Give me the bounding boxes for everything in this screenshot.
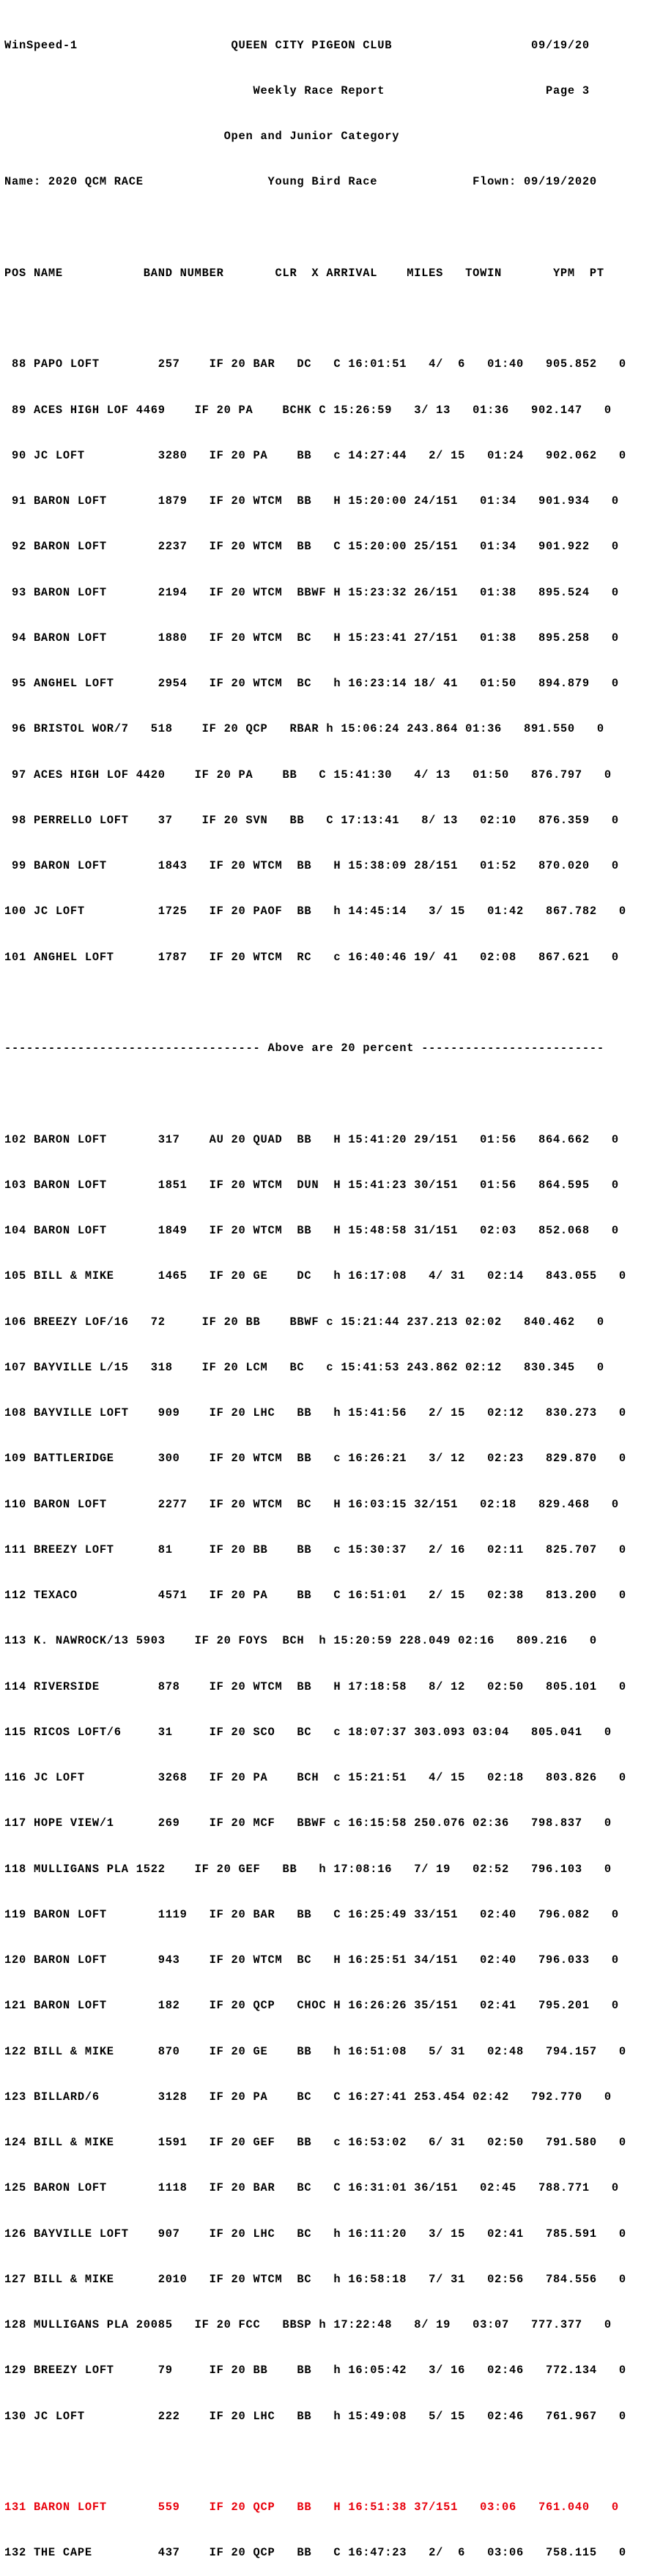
result-row: 120 BARON LOFT 943 IF 20 WTCM BC H 16:25:51 34/151 02:40 796.033 0 xyxy=(4,1953,619,1967)
result-row: 96 BRISTOL WOR/7 518 IF 20 QCP RBAR h 15:06:24 243.864 01:36 891.550 0 xyxy=(4,722,604,736)
result-row: 117 HOPE VIEW/1 269 IF 20 MCF BBWF c 16:15:58 250.076 02:36 798.837 0 xyxy=(4,1816,612,1830)
result-row: 130 JC LOFT 222 IF 20 LHC BB h 15:49:08 5/ 15 02:46 761.967 0 xyxy=(4,2409,626,2423)
report-header-line-3: Open and Junior Category xyxy=(4,130,400,143)
result-row: 98 PERRELLO LOFT 37 IF 20 SVN BB C 17:13:41 8/ 13 02:10 876.359 0 xyxy=(4,813,619,827)
result-row: 100 JC LOFT 1725 IF 20 PAOF BB h 14:45:14 3/ 15 01:42 867.782 0 xyxy=(4,905,626,918)
result-row: 112 TEXACO 4571 IF 20 PA BB C 16:51:01 2/ 15 02:38 813.200 0 xyxy=(4,1589,626,1602)
result-row: 115 RICOS LOFT/6 31 IF 20 SCO BC c 18:07:37 303.093 03:04 805.041 0 xyxy=(4,1725,612,1739)
result-row: 106 BREEZY LOF/16 72 IF 20 BB BBWF c 15:21:44 237.213 02:02 840.462 0 xyxy=(4,1315,604,1329)
results-above-cutoff xyxy=(4,327,652,995)
percent-separator: ----------------------------------- Above are 20 percent ------------------------- xyxy=(4,1042,604,1055)
result-row: 124 BILL & MIKE 1591 IF 20 GEF BB c 16:53:02 6/ 31 02:50 791.580 0 xyxy=(4,2136,626,2149)
result-row: 111 BREEZY LOFT 81 IF 20 BB BB c 15:30:37 2/ 16 02:11 825.707 0 xyxy=(4,1543,626,1556)
result-row: 91 BARON LOFT 1879 IF 20 WTCM BB H 15:20:00 24/151 01:34 901.934 0 xyxy=(4,494,619,508)
result-row: 89 ACES HIGH LOF 4469 IF 20 PA BCHK C 15:26:59 3/ 13 01:36 902.147 0 xyxy=(4,403,612,417)
highlighted-result-row: 131 BARON LOFT 559 IF 20 QCP BB H 16:51:38 37/151 03:06 761.040 0 xyxy=(4,2501,619,2514)
blank-line xyxy=(4,220,652,236)
result-row: 94 BARON LOFT 1880 IF 20 WTCM BC H 15:23:41 27/151 01:38 895.258 0 xyxy=(4,631,619,645)
result-row: 107 BAYVILLE L/15 318 IF 20 LCM BC c 15:41:53 243.862 02:12 830.345 0 xyxy=(4,1360,604,1374)
result-row: 109 BATTLERIDGE 300 IF 20 WTCM BB c 16:26:21 3/ 12 02:23 829.870 0 xyxy=(4,1452,626,1466)
result-row: 102 BARON LOFT 317 AU 20 QUAD BB H 15:41:20 29/151 01:56 864.662 0 xyxy=(4,1132,619,1146)
report-header-line-1: WinSpeed-1 QUEEN CITY PIGEON CLUB 09/19/20 xyxy=(4,38,590,52)
result-row: 97 ACES HIGH LOF 4420 IF 20 PA BB C 15:41:30 4/ 13 01:50 876.797 0 xyxy=(4,768,612,782)
result-row: 126 BAYVILLE LOFT 907 IF 20 LHC BC h 16:11:20 3/ 15 02:41 785.591 0 xyxy=(4,2227,626,2241)
result-row: 116 JC LOFT 3268 IF 20 PA BCH c 15:21:51 4/ 15 02:18 803.826 0 xyxy=(4,1771,626,1784)
result-row: 121 BARON LOFT 182 IF 20 QCP CHOC H 16:26:26 35/151 02:41 795.201 0 xyxy=(4,1999,619,2013)
result-row: 129 BREEZY LOFT 79 IF 20 BB BB h 16:05:42 3/ 16 02:46 772.134 0 xyxy=(4,2364,626,2378)
result-row: 108 BAYVILLE LOFT 909 IF 20 LHC BB h 15:41:56 2/ 15 02:12 830.273 0 xyxy=(4,1406,626,1419)
result-row: 90 JC LOFT 3280 IF 20 PA BB c 14:27:44 2/ 15 01:24 902.062 0 xyxy=(4,448,626,462)
result-row: 114 RIVERSIDE 878 IF 20 WTCM BB H 17:18:58 8/ 12 02:50 805.101 0 xyxy=(4,1679,626,1693)
result-row: 122 BILL & MIKE 870 IF 20 GE BB h 16:51:08 5/ 31 02:48 794.157 0 xyxy=(4,2044,626,2058)
result-row: 128 MULLIGANS PLA 20085 IF 20 FCC BBSP h 17:22:48 8/ 19 03:07 777.377 0 xyxy=(4,2318,612,2331)
result-row: 93 BARON LOFT 2194 IF 20 WTCM BBWF H 15:23:32 26/151 01:38 895.524 0 xyxy=(4,585,619,599)
result-row: 119 BARON LOFT 1119 IF 20 BAR BB C 16:25:49 33/151 02:40 796.082 0 xyxy=(4,1907,619,1921)
result-row: 103 BARON LOFT 1851 IF 20 WTCM DUN H 15:41:23 30/151 01:56 864.595 0 xyxy=(4,1178,619,1192)
result-row: 132 THE CAPE 437 IF 20 QCP BB C 16:47:23 2/ 6 03:06 758.115 0 xyxy=(4,2546,626,2560)
column-header: POS NAME BAND NUMBER CLR X ARRIVAL MILES TOWIN YPM PT xyxy=(4,266,604,280)
result-row: 113 K. NAWROCK/13 5903 IF 20 FOYS BCH h 15:20:59 228.049 02:16 809.216 0 xyxy=(4,1634,597,1648)
report-header-line-4: Name: 2020 QCM RACE Young Bird Race Flown: 09/19/2020 xyxy=(4,175,597,189)
result-row: 110 BARON LOFT 2277 IF 20 WTCM BC H 16:03:15 32/151 02:18 829.468 0 xyxy=(4,1497,619,1511)
result-row: 101 ANGHEL LOFT 1787 IF 20 WTCM RC c 16:40:46 19/ 41 02:08 867.621 0 xyxy=(4,950,619,964)
result-row: 104 BARON LOFT 1849 IF 20 WTCM BB H 15:48:58 31/151 02:03 852.068 0 xyxy=(4,1224,619,1237)
result-row: 127 BILL & MIKE 2010 IF 20 WTCM BC h 16:58:18 7/ 31 02:56 784.556 0 xyxy=(4,2272,626,2286)
result-row: 125 BARON LOFT 1118 IF 20 BAR BC C 16:31:01 36/151 02:45 788.771 0 xyxy=(4,2181,619,2195)
result-row: 123 BILLARD/6 3128 IF 20 PA BC C 16:27:41 253.454 02:42 792.770 0 xyxy=(4,2090,612,2104)
result-row: 95 ANGHEL LOFT 2954 IF 20 WTCM BC h 16:23:14 18/ 41 01:50 894.879 0 xyxy=(4,677,619,690)
results-below-cutoff xyxy=(4,1102,652,2454)
result-row: 105 BILL & MIKE 1465 IF 20 GE DC h 16:17:08 4/ 31 02:14 843.055 0 xyxy=(4,1269,626,1283)
report-header-line-2: Weekly Race Report Page 3 xyxy=(4,83,590,97)
result-row: 92 BARON LOFT 2237 IF 20 WTCM BB C 15:20:00 25/151 01:34 901.922 0 xyxy=(4,540,619,554)
result-row: 99 BARON LOFT 1843 IF 20 WTCM BB H 15:38:09 28/151 01:52 870.020 0 xyxy=(4,859,619,872)
result-row: 88 PAPO LOFT 257 IF 20 BAR DC C 16:01:51 4/ 6 01:40 905.852 0 xyxy=(4,357,626,371)
result-row: 118 MULLIGANS PLA 1522 IF 20 GEF BB h 17:08:16 7/ 19 02:52 796.103 0 xyxy=(4,1862,612,1876)
